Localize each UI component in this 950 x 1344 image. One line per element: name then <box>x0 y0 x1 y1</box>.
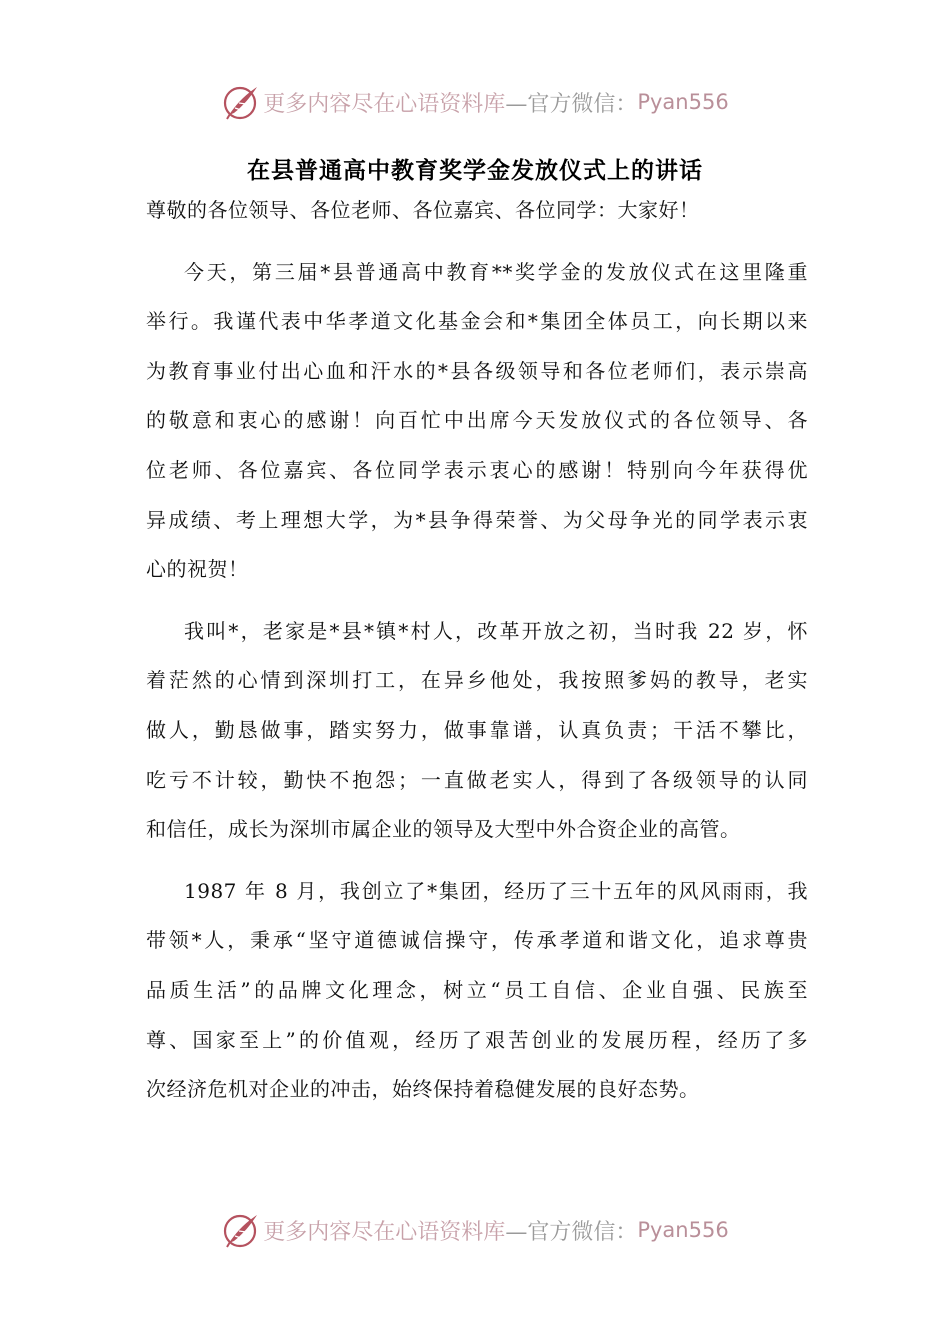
paragraph-line: 的敬意和衷心的感谢！向百忙中出席今天发放仪式的各位领导、各 <box>146 408 808 433</box>
paragraph-line: 次经济危机对企业的冲击，始终保持着稳健发展的良好态势。 <box>146 1077 700 1102</box>
paragraph-line: 着茫然的心情到深圳打工，在异乡他处，我按照爹妈的教导，老实 <box>146 668 808 693</box>
paragraph-line: 心的祝贺！ <box>146 557 249 582</box>
watermark-wechat-id: Pyan556 <box>637 90 729 114</box>
paragraph-line: 吃亏不计较，勤快不抱怨；一直做老实人，得到了各级领导的认同 <box>146 767 808 792</box>
paragraph-line: 做人，勤恳做事，踏实努力，做事靠谱，认真负责；干活不攀比， <box>146 717 808 742</box>
footer-watermark <box>0 1208 950 1252</box>
document-title: 在县普通高中教育奖学金发放仪式上的讲话 <box>247 158 703 184</box>
paragraph-line: 品质生活”的品牌文化理念，树立“员工自信、企业自强、民族至 <box>146 977 808 1002</box>
paragraph-line: 带领*人，秉承“坚守道德诚信操守，传承孝道和谐文化，追求尊贵 <box>146 928 808 953</box>
watermark-separator: —官方微信： <box>505 91 638 117</box>
watermark-wechat-id: Pyan556 <box>637 1218 729 1242</box>
paragraph-line: 异成绩、考上理想大学，为*县争得荣誉、为父母争光的同学表示衷 <box>146 507 808 532</box>
paragraph-line: 和信任，成长为深圳市属企业的领导及大型中外合资企业的高管。 <box>146 817 741 842</box>
document-body <box>146 186 808 1115</box>
header-watermark <box>0 80 950 124</box>
quill-logo-icon <box>221 82 261 122</box>
paragraph-line: 尊、国家至上”的价值观，经历了艰苦创业的发展历程，经历了多 <box>146 1027 808 1052</box>
salutation: 尊敬的各位领导、各位老师、各位嘉宾、各位同学：大家好！ <box>146 198 700 222</box>
paragraph-line: 我叫*，老家是*县*镇*村人，改革开放之初，当时我 22 岁，怀 <box>184 618 808 643</box>
paragraph-line: 位老师、各位嘉宾、各位同学表示衷心的感谢！特别向今年获得优 <box>146 457 808 482</box>
paragraph-line: 今天，第三届*县普通高中教育**奖学金的发放仪式在这里隆重 <box>184 259 808 284</box>
watermark-text: 更多内容尽在心语资料库 <box>263 1219 506 1245</box>
watermark-text: 更多内容尽在心语资料库 <box>263 91 506 117</box>
watermark-separator: —官方微信： <box>505 1219 638 1245</box>
paragraph-1 <box>146 248 808 595</box>
paragraph-3 <box>146 867 808 1115</box>
quill-logo-icon <box>221 1210 261 1250</box>
paragraph-2 <box>146 607 808 855</box>
paragraph-line: 为教育事业付出心血和汗水的*县各级领导和各位老师们，表示崇高 <box>146 358 808 383</box>
paragraph-line: 1987 年 8 月，我创立了*集团，经历了三十五年的风风雨雨，我 <box>184 878 808 903</box>
paragraph-line: 举行。我谨代表中华孝道文化基金会和*集团全体员工，向长期以来 <box>146 309 808 334</box>
